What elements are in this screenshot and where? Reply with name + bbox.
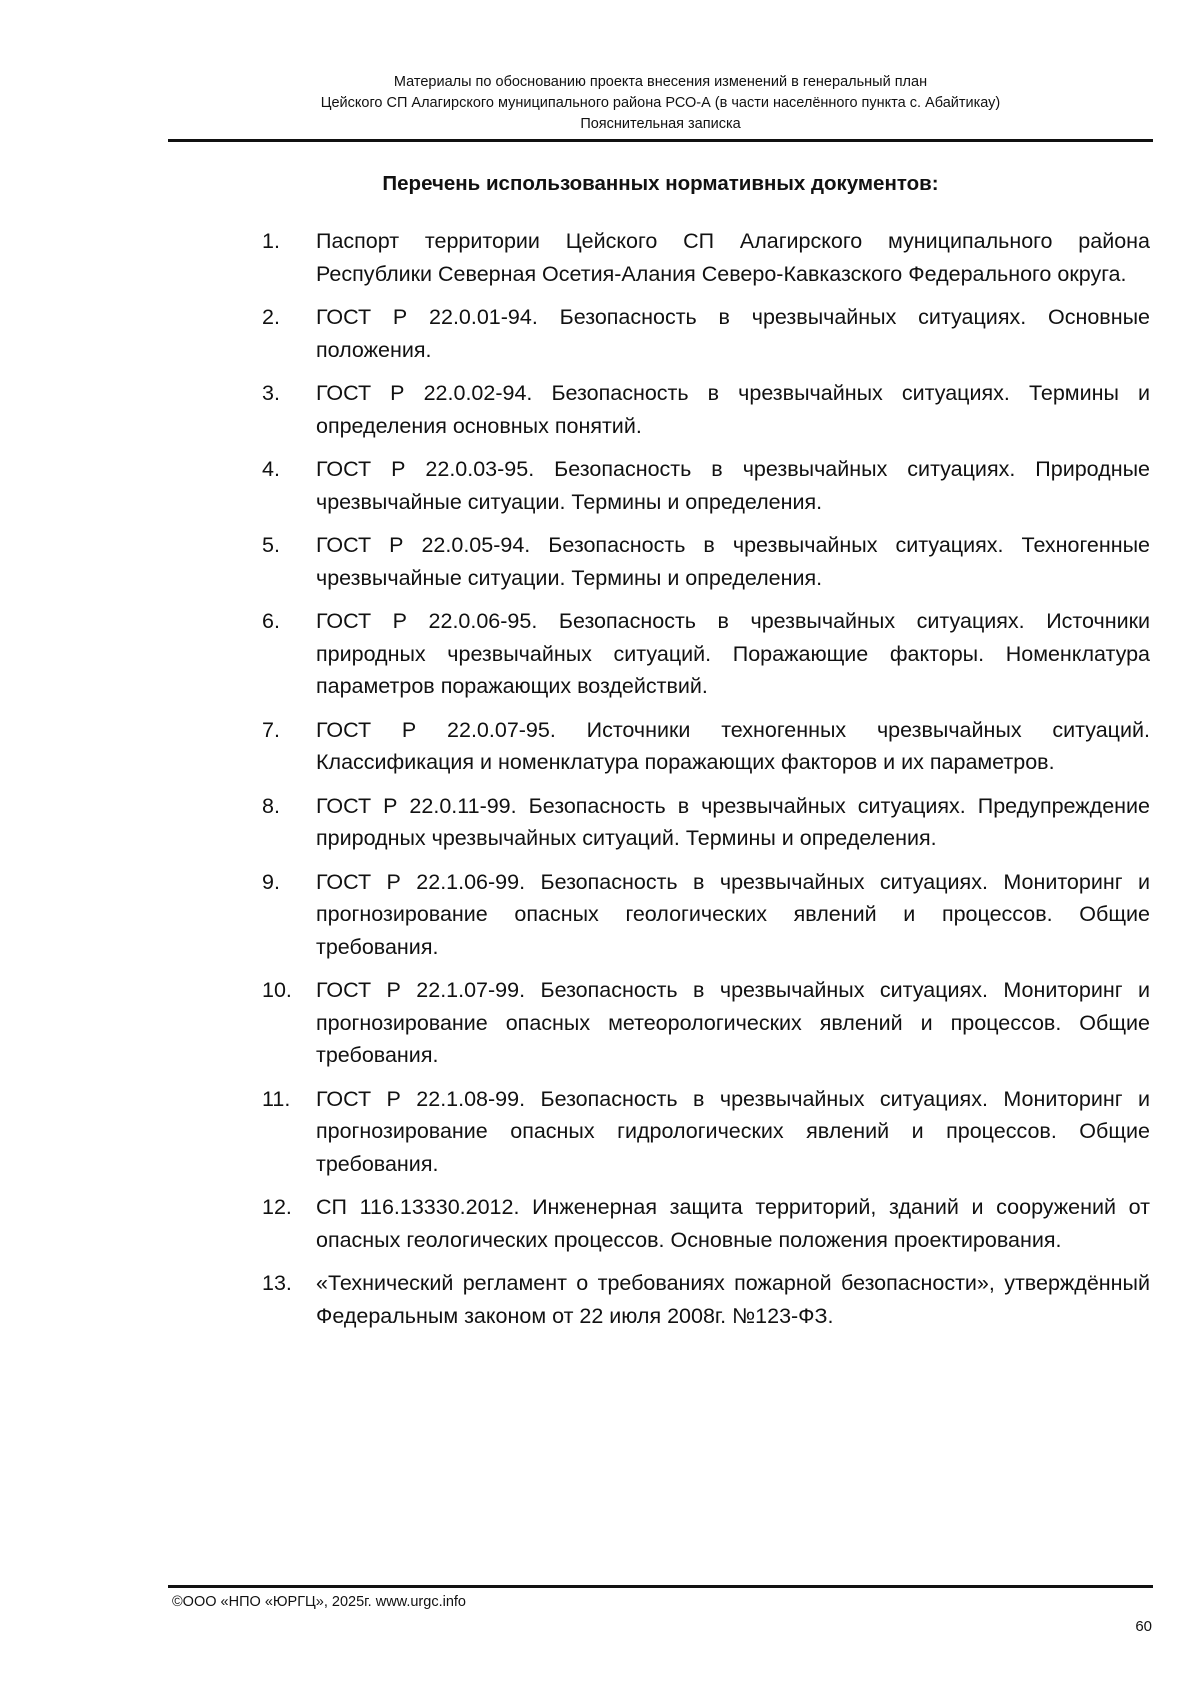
- list-item-text: ГОСТ Р 22.0.06-95. Безопасность в чрезвычайных ситуациях. Источники природных чрезвычайных ситуаций. Поражающие факторы. Номенклатура параметров поражающих воздействий.: [316, 609, 1150, 698]
- page-header: [168, 72, 1153, 135]
- list-item-number: 1.: [262, 229, 280, 253]
- header-line-2: Цейского СП Алагирского муниципального района РСО-А (в части населённого пункта с. Абайтикау): [320, 95, 1001, 111]
- list-item-text: Паспорт территории Цейского СП Алагирского муниципального района Республики Северная Осетия-Алания Северо-Кавказского Федерального округа.: [316, 229, 1150, 286]
- header-line-1: Материалы по обоснованию проекта внесения изменений в генеральный план: [393, 74, 928, 90]
- list-item-text: ГОСТ Р 22.1.06-99. Безопасность в чрезвычайных ситуациях. Мониторинг и прогнозирование опасных геологических явлений и процессов. Общие требования.: [316, 869, 1150, 959]
- list-item-text: ГОСТ Р 22.0.03-95. Безопасность в чрезвычайных ситуациях. Природные чрезвычайные ситуации. Термины и определения.: [316, 457, 1150, 514]
- list-item-text: ГОСТ Р 22.0.01-94. Безопасность в чрезвычайных ситуациях. Основные положения.: [316, 305, 1150, 362]
- list-item-number: 2.: [262, 305, 280, 329]
- header-line-3: Пояснительная записка: [580, 116, 741, 132]
- list-item-text: ГОСТ Р 22.0.02-94. Безопасность в чрезвычайных ситуациях. Термины и определения основных понятий.: [316, 381, 1150, 438]
- list-item-number: 6.: [262, 609, 280, 633]
- list-item-number: 9.: [262, 869, 280, 894]
- list-item: [262, 1083, 1150, 1181]
- list-item-number: 11.: [262, 1086, 291, 1111]
- list-item-text: ГОСТ Р 22.1.07-99. Безопасность в чрезвычайных ситуациях. Мониторинг и прогнозирование опасных метеорологических явлений и процессов. Общие требования.: [316, 978, 1150, 1067]
- list-item-text: СП 116.13330.2012. Инженерная защита территорий, зданий и сооружений от опасных геологических процессов. Основные положения проектирования.: [316, 1195, 1150, 1252]
- page-number: 60: [1135, 1618, 1152, 1635]
- list-item: [262, 1267, 1150, 1332]
- page-title: Перечень использованных нормативных документов:: [382, 172, 939, 195]
- list-item-text: ГОСТ Р 22.1.08-99. Безопасность в чрезвычайных ситуациях. Мониторинг и прогнозирование опасных гидрологических явлений и процессов. Общие требования.: [316, 1086, 1150, 1176]
- list-item-number: 5.: [262, 533, 280, 557]
- footer-divider: [168, 1585, 1153, 1588]
- list-item-number: 10.: [262, 978, 292, 1002]
- list-item-text: ГОСТ Р 22.0.07-95. Источники техногенных чрезвычайных ситуаций. Классификация и номенклатура поражающих факторов и их параметров.: [316, 717, 1150, 774]
- list-item: [262, 974, 1150, 1072]
- list-item: [262, 301, 1150, 366]
- list-item-text: «Технический регламент о требованиях пожарной безопасности», утверждённый Федеральным законом от 22 июля 2008г. №123-ФЗ.: [316, 1271, 1150, 1328]
- list-item-text: ГОСТ Р 22.0.11-99. Безопасность в чрезвычайных ситуациях. Предупреждение природных чрезвычайных ситуаций. Термины и определения.: [316, 793, 1150, 850]
- list-item-number: 12.: [262, 1195, 292, 1219]
- reference-list: [262, 225, 1150, 1343]
- list-item-number: 3.: [262, 381, 280, 405]
- list-item-number: 4.: [262, 457, 280, 481]
- list-item: [262, 453, 1150, 518]
- footer-copyright: ©ООО «НПО «ЮРГЦ», 2025г. www.urgc.info: [172, 1594, 466, 1610]
- list-item: [262, 529, 1150, 594]
- list-item-number: 8.: [262, 793, 280, 818]
- list-item: [262, 790, 1150, 855]
- list-item-number: 7.: [262, 717, 280, 742]
- list-item: [262, 225, 1150, 290]
- header-divider: [168, 139, 1153, 142]
- list-item-text: ГОСТ Р 22.0.05-94. Безопасность в чрезвычайных ситуациях. Техногенные чрезвычайные ситуации. Термины и определения.: [316, 533, 1150, 590]
- list-item: [262, 866, 1150, 964]
- list-item: [262, 1191, 1150, 1256]
- list-item: [262, 714, 1150, 779]
- list-item: [262, 605, 1150, 703]
- list-item-number: 13.: [262, 1271, 292, 1295]
- list-item: [262, 377, 1150, 442]
